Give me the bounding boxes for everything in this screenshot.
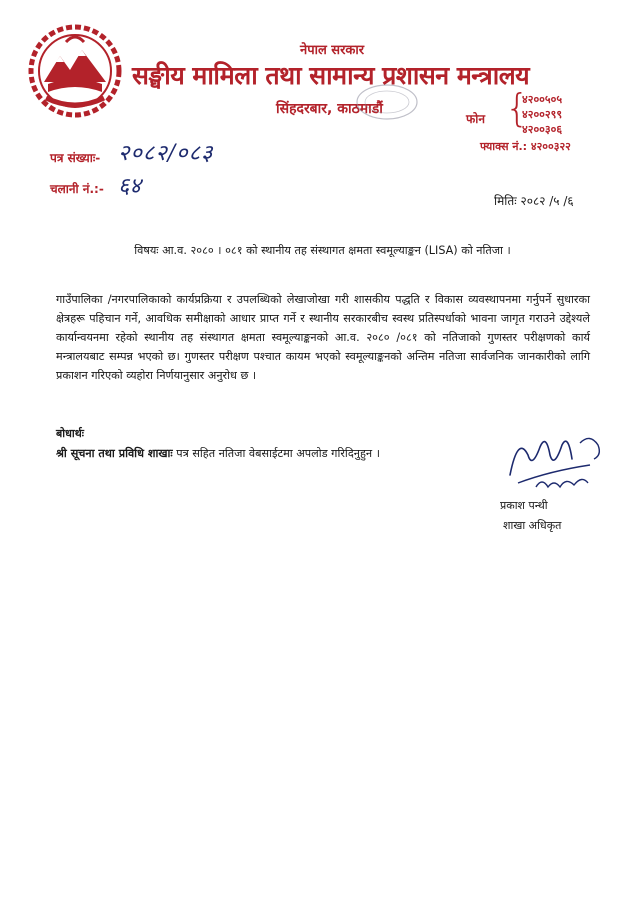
nepal-emblem-icon	[26, 22, 124, 120]
government-name: नेपाल सरकार	[300, 43, 365, 58]
letter-date: मितिः २०८२ /५ /६	[494, 194, 574, 208]
cc-recipient: श्री सूचना तथा प्रविधि शाखाः	[56, 447, 173, 460]
phone-number: ४२००२९९	[522, 108, 563, 121]
letter-subject: विषयः आ.व. २०८० । ०८१ को स्थानीय तह संस्थागत क्षमता स्वमूल्याङ्कन (LISA) को नतिजा ।	[134, 244, 511, 257]
letter-body: गाउँपालिका /नगरपालिकाको कार्यप्रक्रिया र उपलब्धिको लेखाजोखा गरी शासकीय पद्धति र विकास व्यवस्थापनमा गर्नुपर्ने सुधारका क्षेत्रहरू पहिचान गर्ने, आवधिक समीक्षाको आधार प्राप्त गर्ने र स्थानीय सरकारबीच स्वस्थ प्रतिस्पर्धाको भावना जागृत गराउने उद्देश्यले कार्यान्वयनमा रहेको स्थानीय तह संस्थागत क्षमता स्वमूल्याङ्कनको आ.व. २०८० /०८१ को नतिजाको गुणस्तर परीक्षणको कार्य मन्त्रालयबाट सम्पन्न भएको छ। गुणस्तर परीक्षण पश्चात कायम भएको स्वमूल्याङ्कनको अन्तिम नतिजा सार्वजनिक जानकारीको लागि प्रकाशन गरिएको व्यहोरा निर्णयानुसार अनुरोध छ ।	[56, 293, 590, 382]
phone-number: ४२००५०५	[522, 93, 563, 106]
signer-name: प्रकाश पन्थी	[500, 499, 548, 512]
phone-list	[522, 92, 562, 137]
signer-title: शाखा अधिकृत	[503, 519, 562, 532]
phone-label: फोन	[466, 112, 486, 126]
ministry-address: सिंहदरबार, काठमाडौं	[276, 101, 383, 117]
cc-instruction: पत्र सहित नतिजा वेबसाईटमा अपलोड गरिदिनुहुन ।	[176, 447, 380, 460]
dispatch-number-value: ६४	[118, 174, 141, 199]
cc-label: बोधार्थः	[56, 427, 84, 440]
signature-icon	[490, 425, 615, 500]
fax-number: फ्याक्स नं.: ४२००३२२	[480, 140, 571, 153]
cc-line	[56, 446, 380, 461]
phone-brace: {	[505, 86, 530, 130]
letter-number-value: २०८२/०८३	[118, 141, 214, 166]
ministry-name: सङ्घीय मामिला तथा सामान्य प्रशासन मन्त्रालय	[132, 61, 530, 90]
office-stamp-icon	[355, 82, 419, 122]
dispatch-number-label: चलानी नं.:-	[50, 182, 104, 196]
letter-number-label: पत्र संख्याः-	[50, 151, 101, 165]
phone-number: ४२००३०६	[522, 123, 563, 136]
